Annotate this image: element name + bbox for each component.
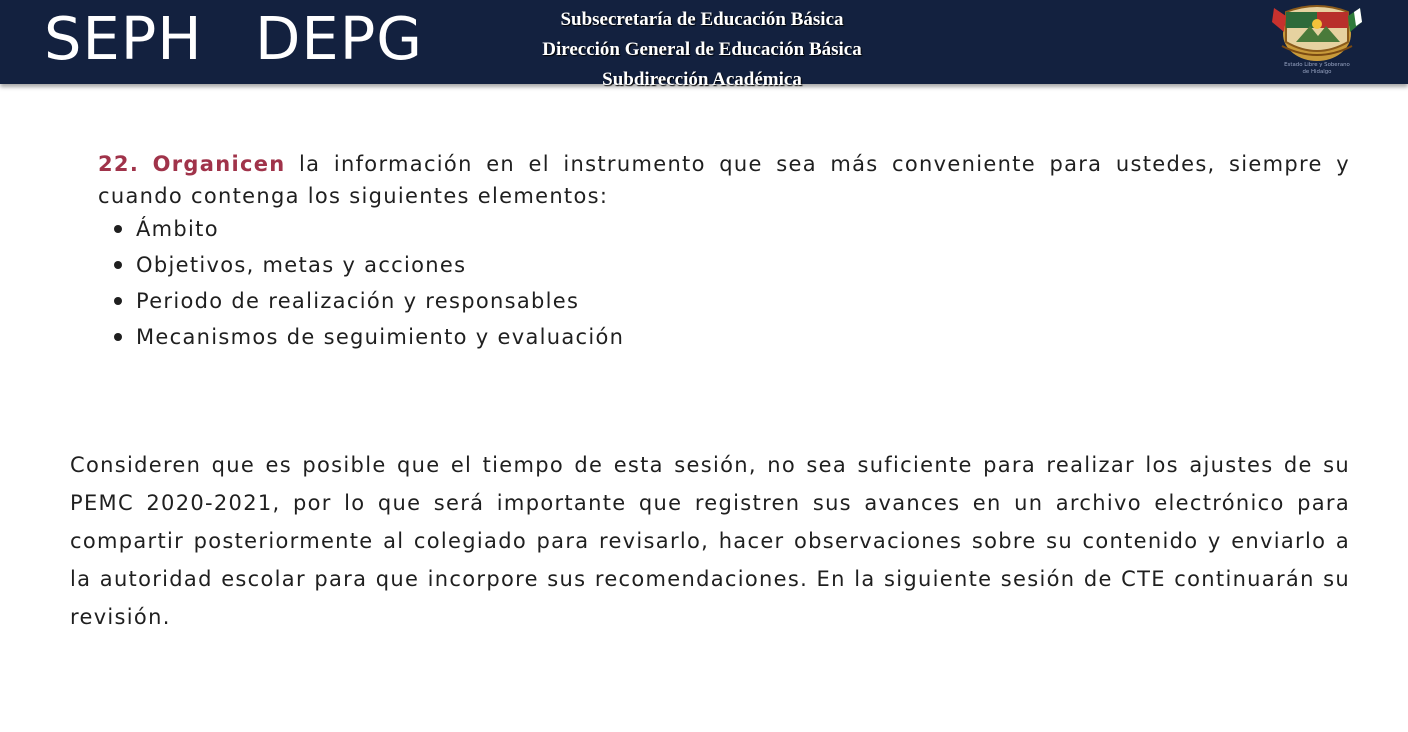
note-paragraph: Consideren que es posible que el tiempo de esta sesión, no sea suficiente para realizar los ajustes de su PEMC 2020-2021, por lo que será importante que registren sus avances en un archivo electrónico para compartir posteriormente al colegiado para revisarlo, hacer observaciones sobre su contenido y enviarlo a la autoridad escolar para que incorpore sus recomendaciones. En la siguiente sesión de CTE continuarán su revisión.: [70, 453, 1350, 629]
item-22: [98, 148, 1350, 212]
seph-logo-text: SEPH: [44, 4, 203, 73]
item-verb: Organicen: [152, 152, 286, 176]
bullet-icon: [114, 297, 122, 305]
list-item-label: Periodo de realización y responsables: [136, 289, 580, 313]
depg-logo-text: DEPG: [255, 4, 424, 73]
svg-text:de Hidalgo: de Hidalgo: [1302, 69, 1332, 75]
item-text: la información en el instrumento que sea más conveniente para ustedes, siempre y cuando contenga los siguientes elementos:: [98, 152, 1350, 208]
bullet-icon: [114, 261, 122, 269]
emblem-caption: Estado Libre y Soberano: [1284, 62, 1350, 68]
list-item-label: Objetivos, metas y acciones: [136, 253, 467, 277]
list-item-label: Ámbito: [136, 217, 219, 241]
bullet-icon: [114, 225, 122, 233]
elements-list: [110, 211, 624, 355]
header-title-line-2: Dirección General de Educación Básica: [542, 39, 862, 60]
list-item: [110, 283, 624, 319]
bullet-icon: [114, 333, 122, 341]
header-title-line-3: Subdirección Académica: [602, 69, 802, 87]
item-number: 22.: [98, 152, 140, 176]
list-item: [110, 319, 624, 355]
list-item: [110, 247, 624, 283]
list-item-label: Mecanismos de seguimiento y evaluación: [136, 325, 625, 349]
header-title-line-1: Subsecretaría de Educación Básica: [560, 9, 844, 30]
list-item: [110, 211, 624, 247]
